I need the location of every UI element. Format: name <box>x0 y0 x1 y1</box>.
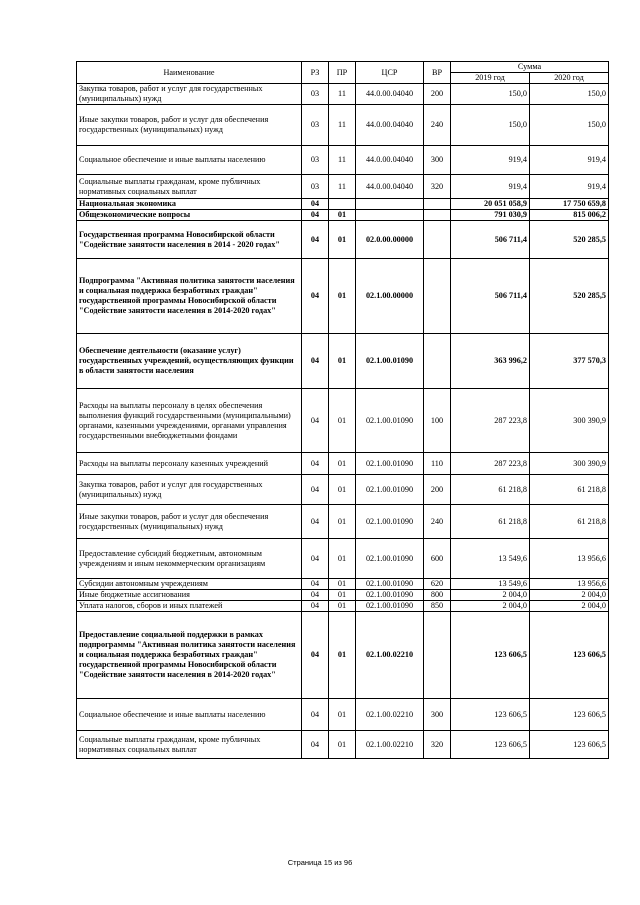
cell-2019: 13 549,6 <box>451 539 530 579</box>
cell-pr: 11 <box>329 84 356 105</box>
cell-2020: 17 750 659,8 <box>530 199 609 210</box>
cell-2020: 300 390,9 <box>530 389 609 453</box>
cell-pr: 11 <box>329 105 356 146</box>
cell-2020: 61 218,8 <box>530 475 609 505</box>
table-row <box>77 105 609 146</box>
cell-pr: 11 <box>329 175 356 199</box>
header-pr: ПР <box>329 62 356 84</box>
cell-name: Государственная программа Новосибирской области "Содействие занятости населения в 2014 - 2020 годах" <box>77 221 302 259</box>
cell-name: Расходы на выплаты персоналу казенных учреждений <box>77 453 302 475</box>
cell-2019: 506 711,4 <box>451 259 530 334</box>
cell-vr <box>424 334 451 389</box>
cell-pr: 01 <box>329 731 356 759</box>
cell-pr: 01 <box>329 475 356 505</box>
cell-name: Социальное обеспечение и иные выплаты населению <box>77 146 302 175</box>
cell-pr: 01 <box>329 539 356 579</box>
cell-pr: 11 <box>329 146 356 175</box>
cell-2019: 2 004,0 <box>451 601 530 612</box>
cell-vr: 110 <box>424 453 451 475</box>
table-body <box>77 84 609 759</box>
cell-pr: 01 <box>329 590 356 601</box>
cell-csr: 02.1.00.00000 <box>356 259 424 334</box>
cell-rz: 04 <box>302 612 329 699</box>
table-row <box>77 590 609 601</box>
cell-vr: 200 <box>424 475 451 505</box>
cell-rz: 04 <box>302 731 329 759</box>
table-row <box>77 505 609 539</box>
cell-name: Предоставление социальной поддержки в рамках подпрограммы "Активная политика занятости населения и социальная поддержка безработных граждан" государственной программы Новосибирской области "Содействие занятости населения в 2014-2020 годах" <box>77 612 302 699</box>
cell-2019: 2 004,0 <box>451 590 530 601</box>
cell-vr <box>424 210 451 221</box>
cell-csr: 02.0.00.00000 <box>356 221 424 259</box>
table-row <box>77 84 609 105</box>
cell-2019: 791 030,9 <box>451 210 530 221</box>
cell-2020: 2 004,0 <box>530 601 609 612</box>
cell-csr: 02.1.00.01090 <box>356 590 424 601</box>
cell-name: Социальные выплаты гражданам, кроме публичных нормативных социальных выплат <box>77 175 302 199</box>
cell-2019: 287 223,8 <box>451 453 530 475</box>
cell-name: Подпрограмма "Активная политика занятости населения и социальная поддержка безработных граждан" государственной программы Новосибирской области "Содействие занятости населения в 2014-2020 годах" <box>77 259 302 334</box>
cell-csr: 44.0.00.04040 <box>356 105 424 146</box>
cell-2020: 150,0 <box>530 84 609 105</box>
cell-name: Общеэкономические вопросы <box>77 210 302 221</box>
cell-vr: 620 <box>424 579 451 590</box>
header-name: Наименование <box>77 62 302 84</box>
cell-name: Социальные выплаты гражданам, кроме публичных нормативных социальных выплат <box>77 731 302 759</box>
cell-name: Расходы на выплаты персоналу в целях обеспечения выполнения функций государственными (муниципальными) органами, казенными учреждениями, органами управления государственными внебюджетными фондами <box>77 389 302 453</box>
page-number: Страница 15 из 96 <box>287 858 353 867</box>
cell-2019: 919,4 <box>451 146 530 175</box>
header-sum: Сумма <box>451 62 609 73</box>
cell-name: Закупка товаров, работ и услуг для государственных (муниципальных) нужд <box>77 475 302 505</box>
cell-csr: 02.1.00.01090 <box>356 579 424 590</box>
cell-vr <box>424 259 451 334</box>
cell-pr: 01 <box>329 601 356 612</box>
cell-rz: 04 <box>302 579 329 590</box>
cell-csr: 02.1.00.01090 <box>356 389 424 453</box>
table-row <box>77 389 609 453</box>
cell-rz: 03 <box>302 146 329 175</box>
cell-2020: 123 606,5 <box>530 612 609 699</box>
table-row <box>77 579 609 590</box>
cell-2019: 123 606,5 <box>451 731 530 759</box>
cell-2020: 13 956,6 <box>530 539 609 579</box>
cell-csr: 44.0.00.04040 <box>356 146 424 175</box>
table-row <box>77 475 609 505</box>
header-rz: РЗ <box>302 62 329 84</box>
cell-csr: 02.1.00.01090 <box>356 539 424 579</box>
cell-name: Обеспечение деятельности (оказание услуг) государственных учреждений, осуществляющих функции в области занятости населения <box>77 334 302 389</box>
cell-name: Иные закупки товаров, работ и услуг для обеспечения государственных (муниципальных) нужд <box>77 505 302 539</box>
cell-vr: 320 <box>424 175 451 199</box>
cell-rz: 04 <box>302 453 329 475</box>
cell-2019: 363 996,2 <box>451 334 530 389</box>
cell-name: Иные закупки товаров, работ и услуг для обеспечения государственных (муниципальных) нужд <box>77 105 302 146</box>
budget-table <box>76 61 609 759</box>
cell-pr: 01 <box>329 210 356 221</box>
cell-pr: 01 <box>329 612 356 699</box>
cell-2020: 13 956,6 <box>530 579 609 590</box>
cell-csr <box>356 210 424 221</box>
cell-csr: 02.1.00.02210 <box>356 612 424 699</box>
cell-rz: 04 <box>302 259 329 334</box>
table-row <box>77 612 609 699</box>
cell-rz: 03 <box>302 84 329 105</box>
table-row <box>77 334 609 389</box>
cell-2019: 61 218,8 <box>451 475 530 505</box>
cell-vr: 600 <box>424 539 451 579</box>
cell-vr: 300 <box>424 146 451 175</box>
cell-rz: 03 <box>302 105 329 146</box>
cell-vr: 850 <box>424 601 451 612</box>
cell-2020: 815 006,2 <box>530 210 609 221</box>
cell-csr: 02.1.00.02210 <box>356 731 424 759</box>
cell-csr <box>356 199 424 210</box>
cell-csr: 02.1.00.01090 <box>356 453 424 475</box>
cell-name: Предоставление субсидий бюджетным, автономным учреждениям и иным некоммерческим организациям <box>77 539 302 579</box>
cell-csr: 02.1.00.01090 <box>356 334 424 389</box>
cell-vr: 300 <box>424 699 451 731</box>
cell-rz: 04 <box>302 505 329 539</box>
cell-pr: 01 <box>329 389 356 453</box>
cell-csr: 44.0.00.04040 <box>356 84 424 105</box>
table-row <box>77 453 609 475</box>
cell-pr: 01 <box>329 505 356 539</box>
cell-csr: 02.1.00.01090 <box>356 475 424 505</box>
table-row <box>77 210 609 221</box>
cell-2020: 520 285,5 <box>530 259 609 334</box>
cell-pr: 01 <box>329 259 356 334</box>
cell-pr: 01 <box>329 334 356 389</box>
cell-rz: 04 <box>302 389 329 453</box>
cell-2020: 919,4 <box>530 146 609 175</box>
cell-2020: 377 570,3 <box>530 334 609 389</box>
cell-vr: 200 <box>424 84 451 105</box>
header-csr: ЦСР <box>356 62 424 84</box>
cell-2019: 13 549,6 <box>451 579 530 590</box>
cell-vr <box>424 199 451 210</box>
cell-vr: 800 <box>424 590 451 601</box>
cell-name: Национальная экономика <box>77 199 302 210</box>
cell-2020: 520 285,5 <box>530 221 609 259</box>
cell-vr: 240 <box>424 505 451 539</box>
cell-rz: 04 <box>302 199 329 210</box>
table-row <box>77 175 609 199</box>
table-row <box>77 221 609 259</box>
cell-name: Закупка товаров, работ и услуг для государственных (муниципальных) нужд <box>77 84 302 105</box>
cell-2019: 287 223,8 <box>451 389 530 453</box>
cell-csr: 44.0.00.04040 <box>356 175 424 199</box>
cell-pr: 01 <box>329 221 356 259</box>
cell-2019: 506 711,4 <box>451 221 530 259</box>
cell-vr: 240 <box>424 105 451 146</box>
header-2020: 2020 год <box>530 73 609 84</box>
cell-name: Иные бюджетные ассигнования <box>77 590 302 601</box>
table-row <box>77 259 609 334</box>
header-2019: 2019 год <box>451 73 530 84</box>
cell-csr: 02.1.00.01090 <box>356 601 424 612</box>
cell-2019: 123 606,5 <box>451 612 530 699</box>
cell-2019: 20 051 058,9 <box>451 199 530 210</box>
cell-2020: 300 390,9 <box>530 453 609 475</box>
cell-rz: 04 <box>302 475 329 505</box>
cell-2020: 919,4 <box>530 175 609 199</box>
cell-rz: 04 <box>302 539 329 579</box>
cell-csr: 02.1.00.02210 <box>356 699 424 731</box>
cell-2019: 919,4 <box>451 175 530 199</box>
table-row <box>77 601 609 612</box>
cell-2020: 61 218,8 <box>530 505 609 539</box>
cell-pr: 01 <box>329 453 356 475</box>
cell-rz: 04 <box>302 221 329 259</box>
cell-rz: 04 <box>302 210 329 221</box>
cell-name: Уплата налогов, сборов и иных платежей <box>77 601 302 612</box>
cell-rz: 04 <box>302 601 329 612</box>
cell-2019: 123 606,5 <box>451 699 530 731</box>
cell-rz: 04 <box>302 590 329 601</box>
table-row <box>77 199 609 210</box>
cell-name: Субсидии автономным учреждениям <box>77 579 302 590</box>
cell-2019: 150,0 <box>451 84 530 105</box>
cell-2020: 123 606,5 <box>530 731 609 759</box>
cell-rz: 04 <box>302 334 329 389</box>
cell-pr: 01 <box>329 579 356 590</box>
cell-vr: 320 <box>424 731 451 759</box>
cell-vr: 100 <box>424 389 451 453</box>
cell-rz: 03 <box>302 175 329 199</box>
cell-2019: 150,0 <box>451 105 530 146</box>
cell-csr: 02.1.00.01090 <box>356 505 424 539</box>
cell-pr: 01 <box>329 699 356 731</box>
header-vr: ВР <box>424 62 451 84</box>
table-row <box>77 146 609 175</box>
cell-name: Социальное обеспечение и иные выплаты населению <box>77 699 302 731</box>
cell-vr <box>424 221 451 259</box>
table-row <box>77 539 609 579</box>
table-row <box>77 699 609 731</box>
cell-2019: 61 218,8 <box>451 505 530 539</box>
cell-2020: 150,0 <box>530 105 609 146</box>
table-row <box>77 731 609 759</box>
cell-vr <box>424 612 451 699</box>
cell-pr <box>329 199 356 210</box>
cell-rz: 04 <box>302 699 329 731</box>
cell-2020: 123 606,5 <box>530 699 609 731</box>
cell-2020: 2 004,0 <box>530 590 609 601</box>
